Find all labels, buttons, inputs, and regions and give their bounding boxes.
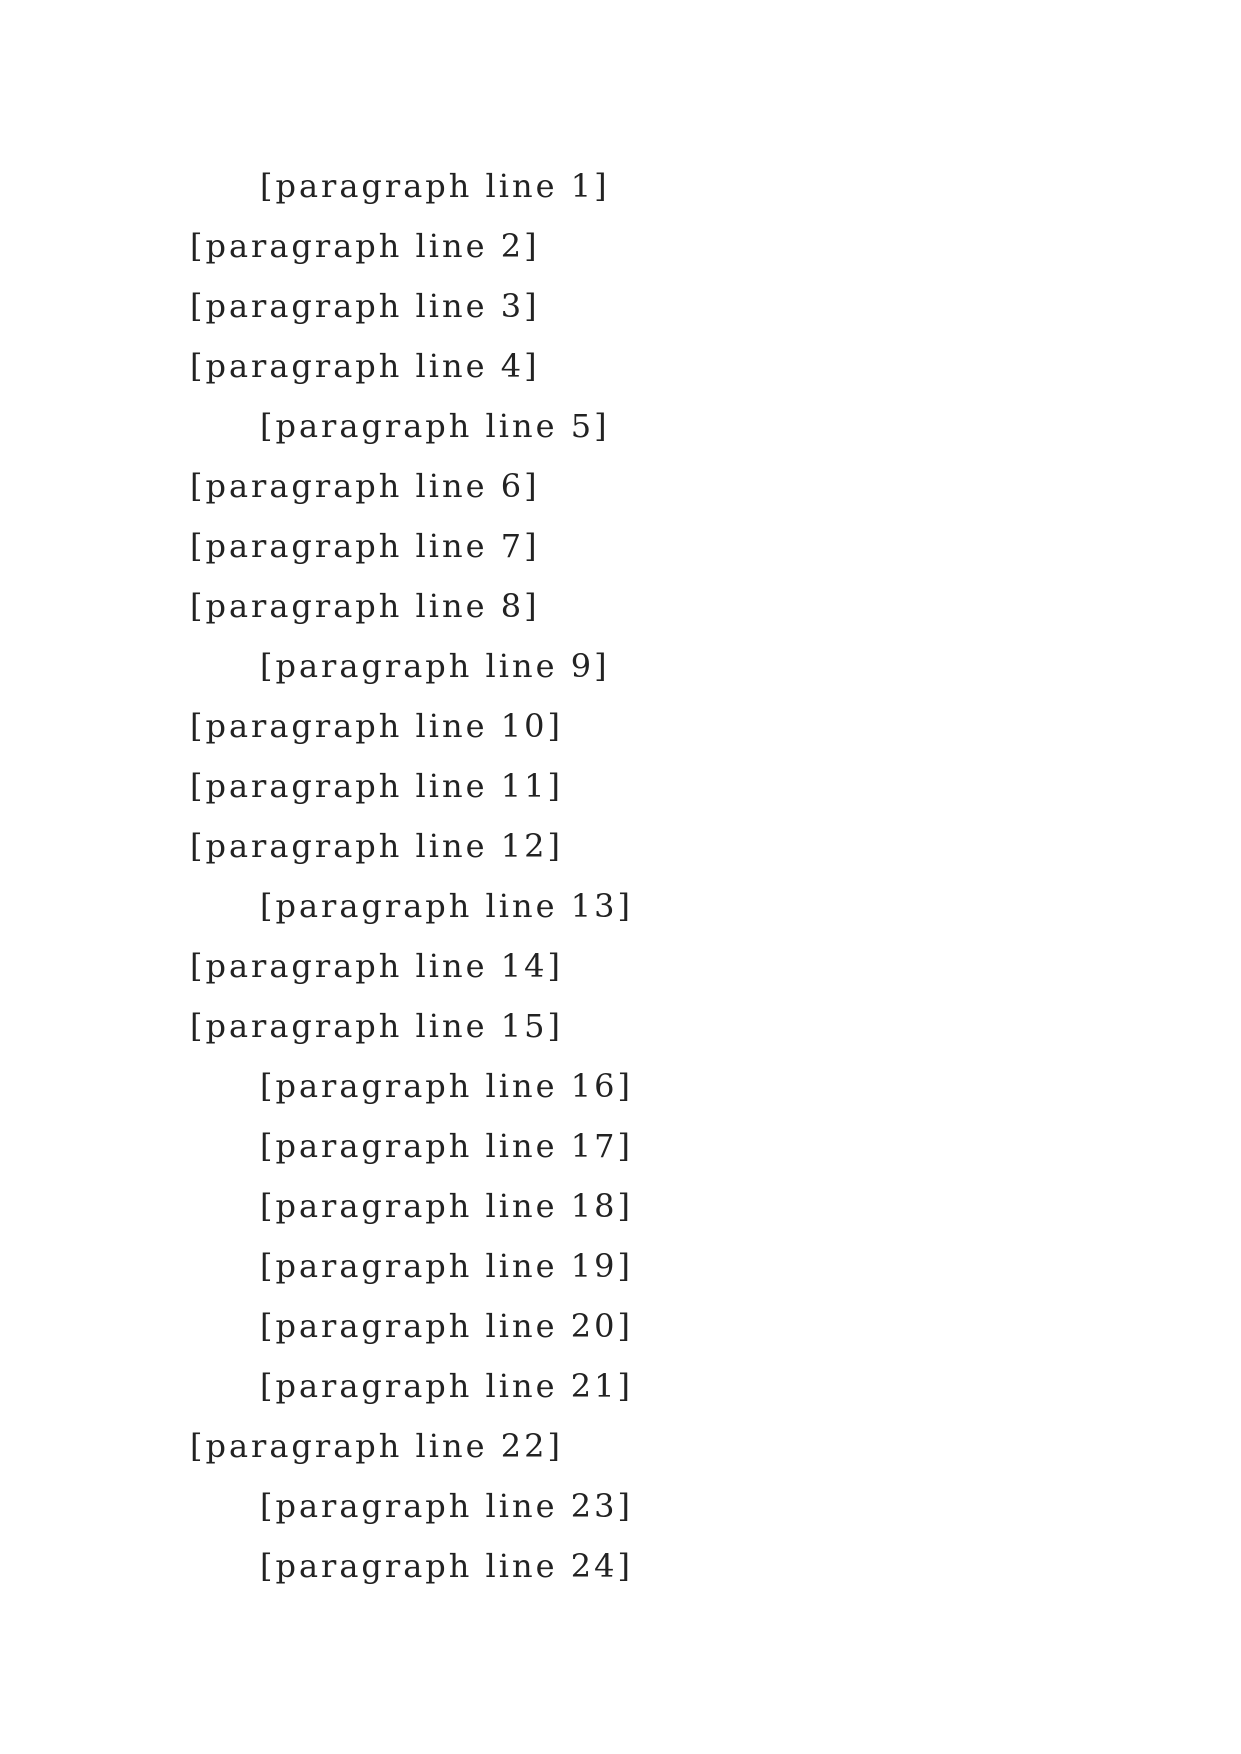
- text-line: [paragraph line 5]: [260, 407, 610, 445]
- text-line: [paragraph line 1]: [260, 167, 610, 205]
- text-line: [paragraph line 8]: [190, 587, 540, 625]
- text-line: [paragraph line 14]: [190, 947, 563, 985]
- text-line: [paragraph line 15]: [190, 1007, 563, 1045]
- text-line: [paragraph line 10]: [190, 707, 563, 745]
- text-line: [paragraph line 6]: [190, 467, 540, 505]
- text-line: [paragraph line 17]: [260, 1127, 633, 1165]
- text-line: [paragraph line 18]: [260, 1187, 633, 1225]
- text-line: [paragraph line 12]: [190, 827, 563, 865]
- text-line: [paragraph line 20]: [260, 1307, 633, 1345]
- text-line: [paragraph line 23]: [260, 1487, 633, 1525]
- text-line: [paragraph line 4]: [190, 347, 540, 385]
- text-line: [paragraph line 2]: [190, 227, 540, 265]
- text-line: [paragraph line 3]: [190, 287, 540, 325]
- text-line: [paragraph line 24]: [260, 1547, 633, 1585]
- text-line: [paragraph line 11]: [190, 767, 563, 805]
- text-line: [paragraph line 19]: [260, 1247, 633, 1285]
- text-line: [paragraph line 22]: [190, 1427, 563, 1465]
- text-line: [paragraph line 16]: [260, 1067, 633, 1105]
- text-line: [paragraph line 13]: [260, 887, 633, 925]
- text-line: [paragraph line 7]: [190, 527, 540, 565]
- text-line: [paragraph line 21]: [260, 1367, 633, 1405]
- text-line: [paragraph line 9]: [260, 647, 610, 685]
